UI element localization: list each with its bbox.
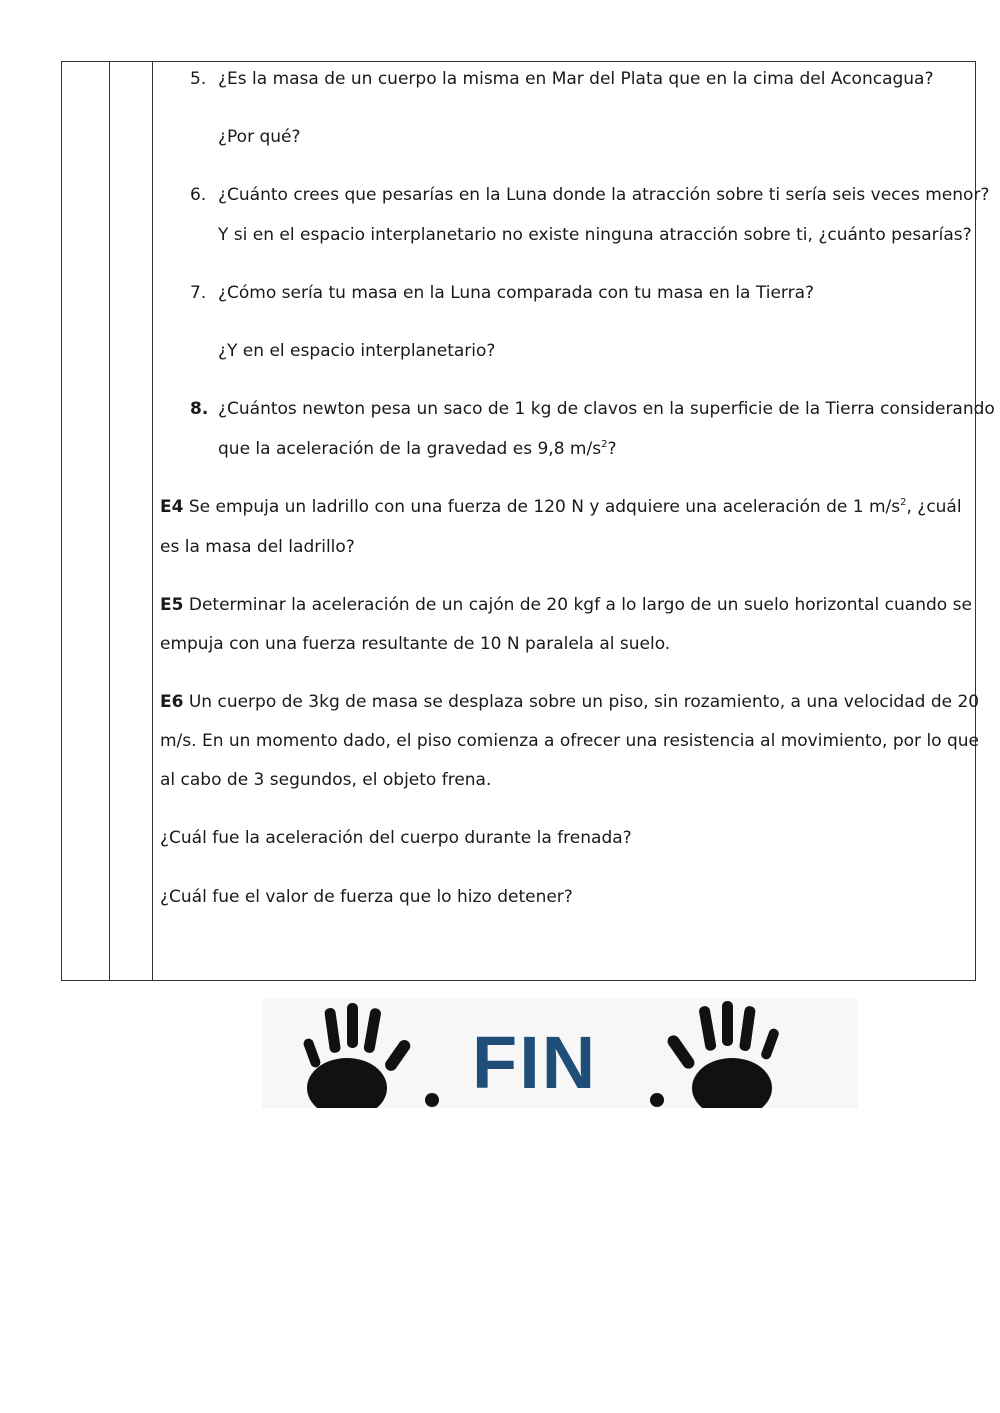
question-7	[190, 282, 814, 304]
exercise-e6-continuation: al cabo de 3 segundos, el objeto frena.	[160, 770, 492, 790]
question-text: ¿Cómo sería tu masa en la Luna comparada con tu masa en la Tierra?	[218, 283, 815, 303]
question-number: 5.	[190, 69, 207, 89]
left-handprint-icon	[292, 998, 472, 1108]
exercise-label: E4	[160, 497, 184, 517]
exercise-e4-continuation: es la masa del ladrillo?	[160, 537, 355, 557]
question-text: ¿Es la masa de un cuerpo la misma en Mar del Plata que en la cima del Aconcagua?	[218, 69, 934, 89]
question-8	[190, 398, 995, 420]
question-number: 7.	[190, 283, 207, 303]
superscript: 2	[601, 439, 608, 450]
exercise-label: E6	[160, 692, 184, 712]
question-6-continuation: Y si en el espacio interplanetario no existe ninguna atracción sobre ti, ¿cuánto pesarías?	[218, 225, 972, 245]
table-column-divider	[152, 62, 153, 980]
table-column-divider	[109, 62, 110, 980]
question-number: 8.	[190, 399, 209, 419]
exercise-e5: E5 Determinar la aceleración de un cajón de 20 kgf a lo largo de un suelo horizontal cuando se	[160, 595, 972, 615]
exercise-e6-question-2: ¿Cuál fue el valor de fuerza que lo hizo detener?	[160, 887, 573, 907]
question-text: ¿Cuánto crees que pesarías en la Luna donde la atracción sobre ti sería seis veces menor?	[218, 185, 990, 205]
question-5	[190, 68, 934, 90]
exercise-e6-continuation: m/s. En un momento dado, el piso comienza a ofrecer una resistencia al movimiento, por lo que	[160, 731, 979, 751]
question-8-continuation: que la aceleración de la gravedad es 9,8 $m/s^2$?	[218, 439, 617, 459]
fin-text: FIN	[472, 1021, 598, 1104]
fin-banner	[262, 998, 858, 1108]
right-handprint-icon	[647, 998, 827, 1108]
exercise-e6: E6 Un cuerpo de 3kg de masa se desplaza sobre un piso, sin rozamiento, a una velocidad de 20	[160, 692, 980, 712]
question-number: 6.	[190, 185, 207, 205]
question-6	[190, 184, 989, 206]
question-text: ¿Cuántos newton pesa un saco de 1 kg de clavos en la superficie de la Tierra considerando	[218, 399, 995, 419]
superscript: 2	[900, 497, 907, 508]
exercise-e6-question-1: ¿Cuál fue la aceleración del cuerpo durante la frenada?	[160, 828, 632, 848]
exercise-e5-continuation: empuja con una fuerza resultante de 10 N paralela al suelo.	[160, 634, 671, 654]
exercise-label: E5	[160, 595, 184, 615]
question-7-followup: ¿Y en el espacio interplanetario?	[218, 341, 496, 361]
exercise-e4: E4 Se empuja un ladrillo con una fuerza de 120 N y adquiere una aceleración de 1 $m/s^2$, ¿cuál	[160, 497, 962, 517]
question-5-followup: ¿Por qué?	[218, 127, 301, 147]
